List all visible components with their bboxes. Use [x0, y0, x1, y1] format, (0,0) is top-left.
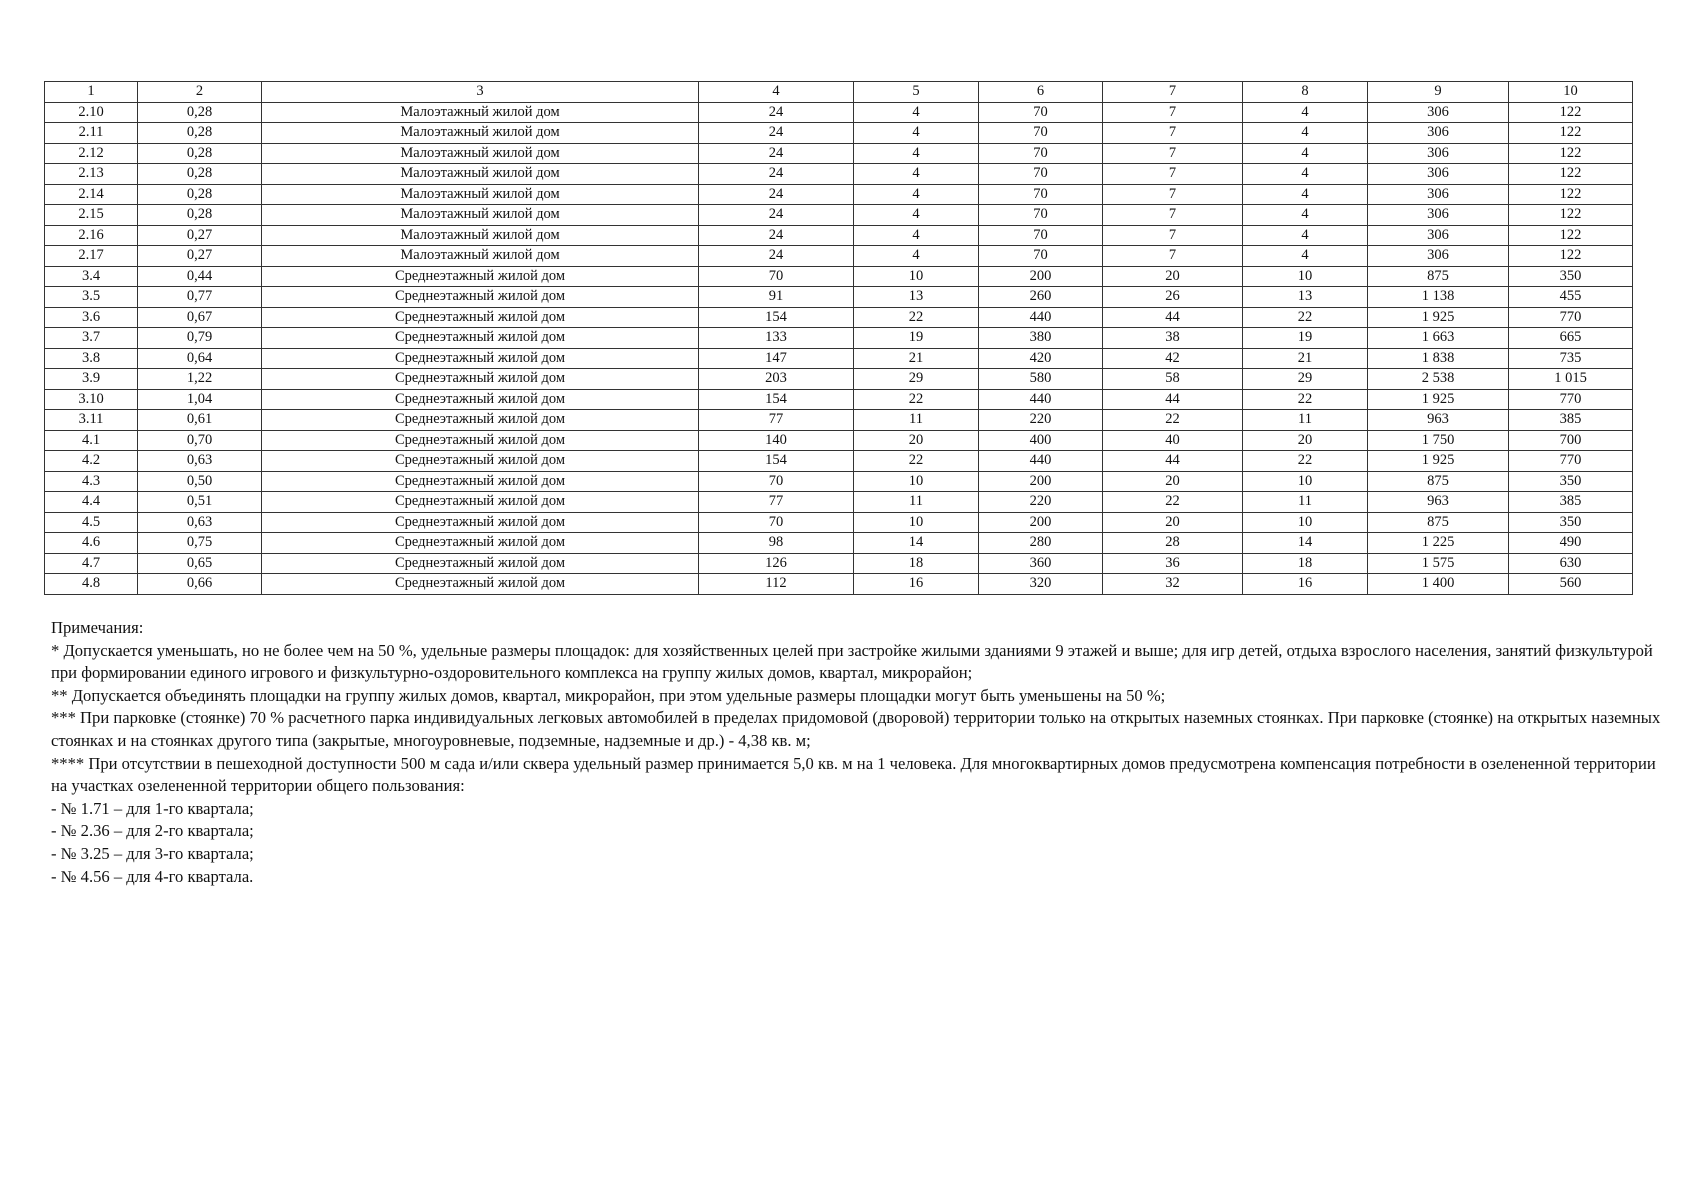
header-cell: 3 — [262, 82, 699, 103]
table-cell: 0,66 — [138, 574, 262, 595]
table-cell: 122 — [1509, 184, 1633, 205]
table-cell: 385 — [1509, 492, 1633, 513]
table-cell: Среднеэтажный жилой дом — [262, 533, 699, 554]
table-cell: 2.10 — [45, 102, 138, 123]
table-cell: 4 — [1243, 184, 1368, 205]
table-cell: 580 — [979, 369, 1103, 390]
table-cell: 440 — [979, 389, 1103, 410]
table-cell: 3.4 — [45, 266, 138, 287]
table-cell: 0,50 — [138, 471, 262, 492]
table-cell: 21 — [1243, 348, 1368, 369]
table-cell: 7 — [1103, 225, 1243, 246]
table-cell: 70 — [699, 266, 854, 287]
table-cell: 0,63 — [138, 451, 262, 472]
table-cell: 306 — [1368, 184, 1509, 205]
table-cell: 0,61 — [138, 410, 262, 431]
table-cell: 440 — [979, 451, 1103, 472]
table-cell: Среднеэтажный жилой дом — [262, 430, 699, 451]
table-cell: 147 — [699, 348, 854, 369]
table-cell: 4 — [854, 143, 979, 164]
table-cell: 0,70 — [138, 430, 262, 451]
table-cell: 133 — [699, 328, 854, 349]
table-cell: 70 — [979, 143, 1103, 164]
table-cell: 1 575 — [1368, 553, 1509, 574]
table-row — [45, 492, 1633, 513]
table-cell: 7 — [1103, 205, 1243, 226]
table-cell: 7 — [1103, 102, 1243, 123]
table-cell: 126 — [699, 553, 854, 574]
table-row — [45, 287, 1633, 308]
header-cell: 5 — [854, 82, 979, 103]
table-cell: 32 — [1103, 574, 1243, 595]
table-cell: 154 — [699, 307, 854, 328]
note-item: * Допускается уменьшать, но не более чем на 50 %, удельные размеры площадок: для хозяйственных целей при застройке жилыми зданиями 9 этажей и выше; для игр детей, отдыха взрослого населения, занятий физкультурой при формировании единого игрового и физкультурно-оздоровительного комплекса на группу жилых домов, квартал, микрорайон; — [51, 640, 1653, 683]
table-cell: Малоэтажный жилой дом — [262, 205, 699, 226]
table-cell: 122 — [1509, 102, 1633, 123]
table-cell: 19 — [1243, 328, 1368, 349]
table-cell: 122 — [1509, 205, 1633, 226]
table-cell: 70 — [979, 225, 1103, 246]
note-item: **** При отсутствии в пешеходной доступности 500 м сада и/или сквера удельный размер принимается 5,0 кв. м на 1 человека. Для многоквартирных домов предусмотрена компенсация потребности в озелененной территории на участках озелененной территории общего пользования: — [51, 753, 1656, 796]
table-cell: 70 — [979, 123, 1103, 144]
note-list-item: - № 2.36 – для 2-го квартала; — [51, 821, 254, 841]
table-cell: 1 400 — [1368, 574, 1509, 595]
table-cell: 306 — [1368, 205, 1509, 226]
table-cell: Среднеэтажный жилой дом — [262, 369, 699, 390]
table-cell: Малоэтажный жилой дом — [262, 143, 699, 164]
table-cell: 20 — [1103, 512, 1243, 533]
table-row — [45, 574, 1633, 595]
table-cell: 380 — [979, 328, 1103, 349]
table-cell: 29 — [854, 369, 979, 390]
table-cell: 44 — [1103, 451, 1243, 472]
table-cell: 112 — [699, 574, 854, 595]
table-cell: 0,27 — [138, 246, 262, 267]
table-cell: 1 138 — [1368, 287, 1509, 308]
table-cell: 36 — [1103, 553, 1243, 574]
table-cell: 24 — [699, 102, 854, 123]
table-cell: 3.11 — [45, 410, 138, 431]
table-cell: 770 — [1509, 389, 1633, 410]
notes-heading: Примечания: — [51, 618, 144, 637]
table-cell: 7 — [1103, 143, 1243, 164]
table-cell: 26 — [1103, 287, 1243, 308]
table-cell: 3.7 — [45, 328, 138, 349]
table-cell: 490 — [1509, 533, 1633, 554]
table-cell: 4.2 — [45, 451, 138, 472]
table-cell: 306 — [1368, 164, 1509, 185]
table-cell: 2.17 — [45, 246, 138, 267]
table-cell: 4.6 — [45, 533, 138, 554]
table-cell: 875 — [1368, 266, 1509, 287]
table-cell: 306 — [1368, 123, 1509, 144]
table-cell: 42 — [1103, 348, 1243, 369]
table-cell: 0,75 — [138, 533, 262, 554]
table-row — [45, 123, 1633, 144]
table-cell: 2.14 — [45, 184, 138, 205]
table-cell: 220 — [979, 410, 1103, 431]
table-cell: 455 — [1509, 287, 1633, 308]
table-cell: 700 — [1509, 430, 1633, 451]
table-cell: 4.3 — [45, 471, 138, 492]
table-cell: 77 — [699, 410, 854, 431]
table-cell: 1 225 — [1368, 533, 1509, 554]
header-cell: 6 — [979, 82, 1103, 103]
table-cell: Среднеэтажный жилой дом — [262, 348, 699, 369]
table-cell: Малоэтажный жилой дом — [262, 246, 699, 267]
data-table — [44, 81, 1633, 595]
table-cell: 1 838 — [1368, 348, 1509, 369]
table-cell: 4 — [854, 246, 979, 267]
header-cell: 7 — [1103, 82, 1243, 103]
table-cell: 3.9 — [45, 369, 138, 390]
table-cell: 10 — [854, 512, 979, 533]
table-cell: 22 — [1103, 492, 1243, 513]
table-cell: 875 — [1368, 471, 1509, 492]
header-cell: 9 — [1368, 82, 1509, 103]
table-cell: 4 — [1243, 102, 1368, 123]
table-cell: 0,28 — [138, 164, 262, 185]
table-cell: 22 — [1103, 410, 1243, 431]
table-cell: 58 — [1103, 369, 1243, 390]
table-cell: 24 — [699, 225, 854, 246]
table-cell: 2.15 — [45, 205, 138, 226]
table-cell: 10 — [854, 266, 979, 287]
table-body — [45, 82, 1633, 595]
table-cell: 3.8 — [45, 348, 138, 369]
note-list-item: - № 1.71 – для 1-го квартала; — [51, 798, 254, 818]
table-cell: 220 — [979, 492, 1103, 513]
table-cell: 2.16 — [45, 225, 138, 246]
table-cell: 122 — [1509, 246, 1633, 267]
table-cell: 200 — [979, 266, 1103, 287]
table-cell: 0,44 — [138, 266, 262, 287]
table-cell: 200 — [979, 471, 1103, 492]
table-cell: Среднеэтажный жилой дом — [262, 389, 699, 410]
table-cell: 122 — [1509, 164, 1633, 185]
table-row — [45, 430, 1633, 451]
table-cell: 4.1 — [45, 430, 138, 451]
table-cell: 0,64 — [138, 348, 262, 369]
table-cell: 7 — [1103, 246, 1243, 267]
note-list-item: - № 3.25 – для 3-го квартала; — [51, 843, 254, 863]
table-cell: 0,77 — [138, 287, 262, 308]
table-row — [45, 143, 1633, 164]
table-cell: 7 — [1103, 123, 1243, 144]
table-cell: 0,67 — [138, 307, 262, 328]
table-cell: 0,27 — [138, 225, 262, 246]
table-cell: 4 — [1243, 246, 1368, 267]
table-cell: Среднеэтажный жилой дом — [262, 451, 699, 472]
table-cell: 1 925 — [1368, 389, 1509, 410]
table-cell: 360 — [979, 553, 1103, 574]
table-row — [45, 471, 1633, 492]
table-cell: 665 — [1509, 328, 1633, 349]
table-cell: 77 — [699, 492, 854, 513]
table-cell: 1 925 — [1368, 451, 1509, 472]
table-row — [45, 533, 1633, 554]
table-cell: 2 538 — [1368, 369, 1509, 390]
table-cell: 0,28 — [138, 143, 262, 164]
table-cell: 963 — [1368, 492, 1509, 513]
table-cell: 0,65 — [138, 553, 262, 574]
table-cell: 70 — [699, 471, 854, 492]
table-cell: Малоэтажный жилой дом — [262, 164, 699, 185]
table-cell: 14 — [1243, 533, 1368, 554]
table-cell: 11 — [854, 410, 979, 431]
table-cell: 24 — [699, 164, 854, 185]
table-cell: 18 — [1243, 553, 1368, 574]
table-cell: Среднеэтажный жилой дом — [262, 492, 699, 513]
table-cell: Среднеэтажный жилой дом — [262, 553, 699, 574]
table-cell: 20 — [854, 430, 979, 451]
table-row — [45, 205, 1633, 226]
note-item: *** При парковке (стоянке) 70 % расчетного парка индивидуальных легковых автомобилей в пределах придомовой (дворовой) территории только на открытых наземных стоянках. При парковке (стоянке) на открытых наземных стоянках и на стоянках другого типа (закрытые, многоуровневые, подземные, надземные и др.) - 4,38 кв. м; — [51, 708, 1661, 750]
table-cell: Малоэтажный жилой дом — [262, 123, 699, 144]
table-cell: 7 — [1103, 164, 1243, 185]
table-cell: 122 — [1509, 123, 1633, 144]
table-cell: 4 — [1243, 123, 1368, 144]
table-cell: 875 — [1368, 512, 1509, 533]
table-cell: 38 — [1103, 328, 1243, 349]
table-cell: 350 — [1509, 512, 1633, 533]
table-cell: Среднеэтажный жилой дом — [262, 287, 699, 308]
table-cell: 306 — [1368, 143, 1509, 164]
table-cell: 770 — [1509, 307, 1633, 328]
table-cell: 10 — [1243, 512, 1368, 533]
table-row — [45, 328, 1633, 349]
table-row — [45, 389, 1633, 410]
table-cell: 24 — [699, 205, 854, 226]
table-cell: 4 — [854, 205, 979, 226]
table-cell: 70 — [979, 246, 1103, 267]
table-cell: Среднеэтажный жилой дом — [262, 471, 699, 492]
table-cell: 70 — [979, 164, 1103, 185]
table-cell: 44 — [1103, 307, 1243, 328]
table-cell: 22 — [1243, 389, 1368, 410]
table-cell: 280 — [979, 533, 1103, 554]
table-cell: 24 — [699, 123, 854, 144]
header-cell: 2 — [138, 82, 262, 103]
table-row — [45, 512, 1633, 533]
table-cell: Малоэтажный жилой дом — [262, 184, 699, 205]
table-cell: 200 — [979, 512, 1103, 533]
table-cell: 0,79 — [138, 328, 262, 349]
table-cell: 306 — [1368, 225, 1509, 246]
table-cell: 203 — [699, 369, 854, 390]
table-cell: 630 — [1509, 553, 1633, 574]
table-cell: Среднеэтажный жилой дом — [262, 574, 699, 595]
table-cell: 122 — [1509, 143, 1633, 164]
table-cell: 735 — [1509, 348, 1633, 369]
table-cell: 154 — [699, 451, 854, 472]
table-cell: 22 — [854, 307, 979, 328]
table-cell: 70 — [979, 184, 1103, 205]
header-cell: 8 — [1243, 82, 1368, 103]
table-row — [45, 246, 1633, 267]
table-cell: 4.5 — [45, 512, 138, 533]
table-cell: 91 — [699, 287, 854, 308]
table-cell: 770 — [1509, 451, 1633, 472]
table-row — [45, 553, 1633, 574]
table-cell: 4.4 — [45, 492, 138, 513]
table-cell: 4 — [854, 102, 979, 123]
table-cell: 963 — [1368, 410, 1509, 431]
table-cell: 4.7 — [45, 553, 138, 574]
table-cell: 24 — [699, 184, 854, 205]
table-cell: 260 — [979, 287, 1103, 308]
table-cell: 20 — [1243, 430, 1368, 451]
table-cell: 4 — [854, 123, 979, 144]
table-cell: 3.10 — [45, 389, 138, 410]
table-cell: 4 — [1243, 205, 1368, 226]
table-cell: 350 — [1509, 471, 1633, 492]
table-cell: 0,28 — [138, 184, 262, 205]
table-cell: 560 — [1509, 574, 1633, 595]
table-cell: 29 — [1243, 369, 1368, 390]
table-cell: 154 — [699, 389, 854, 410]
table-cell: 1,22 — [138, 369, 262, 390]
table-cell: Малоэтажный жилой дом — [262, 102, 699, 123]
table-cell: 11 — [1243, 492, 1368, 513]
table-row — [45, 266, 1633, 287]
table-cell: 24 — [699, 246, 854, 267]
table-cell: 0,51 — [138, 492, 262, 513]
table-cell: 10 — [1243, 266, 1368, 287]
table-cell: 2.12 — [45, 143, 138, 164]
table-cell: 13 — [1243, 287, 1368, 308]
table-cell: 350 — [1509, 266, 1633, 287]
table-cell: Среднеэтажный жилой дом — [262, 512, 699, 533]
table-cell: 1 925 — [1368, 307, 1509, 328]
table-cell: 22 — [1243, 451, 1368, 472]
table-cell: Среднеэтажный жилой дом — [262, 307, 699, 328]
table-cell: 24 — [699, 143, 854, 164]
table-cell: 3.6 — [45, 307, 138, 328]
table-cell: 40 — [1103, 430, 1243, 451]
table-row — [45, 451, 1633, 472]
table-cell: 19 — [854, 328, 979, 349]
table-cell: 2.13 — [45, 164, 138, 185]
table-cell: 400 — [979, 430, 1103, 451]
table-cell: 1 750 — [1368, 430, 1509, 451]
table-row — [45, 348, 1633, 369]
note-item: ** Допускается объединять площадки на группу жилых домов, квартал, микрорайон, при этом удельные размеры площадки могут быть уменьшены на 50 %; — [51, 685, 1166, 705]
table-cell: 385 — [1509, 410, 1633, 431]
table-cell: 70 — [699, 512, 854, 533]
table-cell: 11 — [854, 492, 979, 513]
table-cell: 4 — [854, 184, 979, 205]
table-cell: 4 — [854, 225, 979, 246]
table-cell: 0,28 — [138, 123, 262, 144]
table-cell: 28 — [1103, 533, 1243, 554]
table-cell: Среднеэтажный жилой дом — [262, 266, 699, 287]
table-row — [45, 102, 1633, 123]
table-cell: 10 — [1243, 471, 1368, 492]
table-cell: 22 — [854, 389, 979, 410]
table-row — [45, 184, 1633, 205]
table-cell: 1 663 — [1368, 328, 1509, 349]
table-cell: 3.5 — [45, 287, 138, 308]
table-cell: 22 — [854, 451, 979, 472]
table-cell: 0,63 — [138, 512, 262, 533]
table-cell: 2.11 — [45, 123, 138, 144]
table-cell: 4 — [1243, 225, 1368, 246]
table-cell: 22 — [1243, 307, 1368, 328]
note-list-item: - № 4.56 – для 4-го квартала. — [51, 866, 254, 886]
table-cell: 420 — [979, 348, 1103, 369]
table-cell: 306 — [1368, 246, 1509, 267]
table-cell: 4 — [854, 164, 979, 185]
table-cell: 1 015 — [1509, 369, 1633, 390]
table-cell: 20 — [1103, 471, 1243, 492]
table-cell: 0,28 — [138, 205, 262, 226]
table-cell: 440 — [979, 307, 1103, 328]
header-cell: 1 — [45, 82, 138, 103]
table-cell: 320 — [979, 574, 1103, 595]
table-cell: 4.8 — [45, 574, 138, 595]
table-cell: 306 — [1368, 102, 1509, 123]
table-cell: 98 — [699, 533, 854, 554]
table-cell: Малоэтажный жилой дом — [262, 225, 699, 246]
table-cell: 20 — [1103, 266, 1243, 287]
table-cell: 0,28 — [138, 102, 262, 123]
table-cell: 4 — [1243, 143, 1368, 164]
table-cell: 13 — [854, 287, 979, 308]
table-cell: 4 — [1243, 164, 1368, 185]
table-cell: 11 — [1243, 410, 1368, 431]
table-row — [45, 164, 1633, 185]
table-cell: 21 — [854, 348, 979, 369]
table-cell: 10 — [854, 471, 979, 492]
table-cell: 18 — [854, 553, 979, 574]
table-row — [45, 307, 1633, 328]
table-cell: 70 — [979, 205, 1103, 226]
table-row — [45, 410, 1633, 431]
table-cell: 1,04 — [138, 389, 262, 410]
notes-section — [51, 617, 1661, 888]
table-cell: 70 — [979, 102, 1103, 123]
table-cell: 16 — [1243, 574, 1368, 595]
table-header-row — [45, 82, 1633, 103]
table-cell: 122 — [1509, 225, 1633, 246]
table-row — [45, 369, 1633, 390]
table-cell: Среднеэтажный жилой дом — [262, 328, 699, 349]
table-cell: 14 — [854, 533, 979, 554]
table-cell: 140 — [699, 430, 854, 451]
table-row — [45, 225, 1633, 246]
table-cell: 7 — [1103, 184, 1243, 205]
table-cell: 44 — [1103, 389, 1243, 410]
header-cell: 10 — [1509, 82, 1633, 103]
header-cell: 4 — [699, 82, 854, 103]
table-cell: 16 — [854, 574, 979, 595]
table-cell: Среднеэтажный жилой дом — [262, 410, 699, 431]
